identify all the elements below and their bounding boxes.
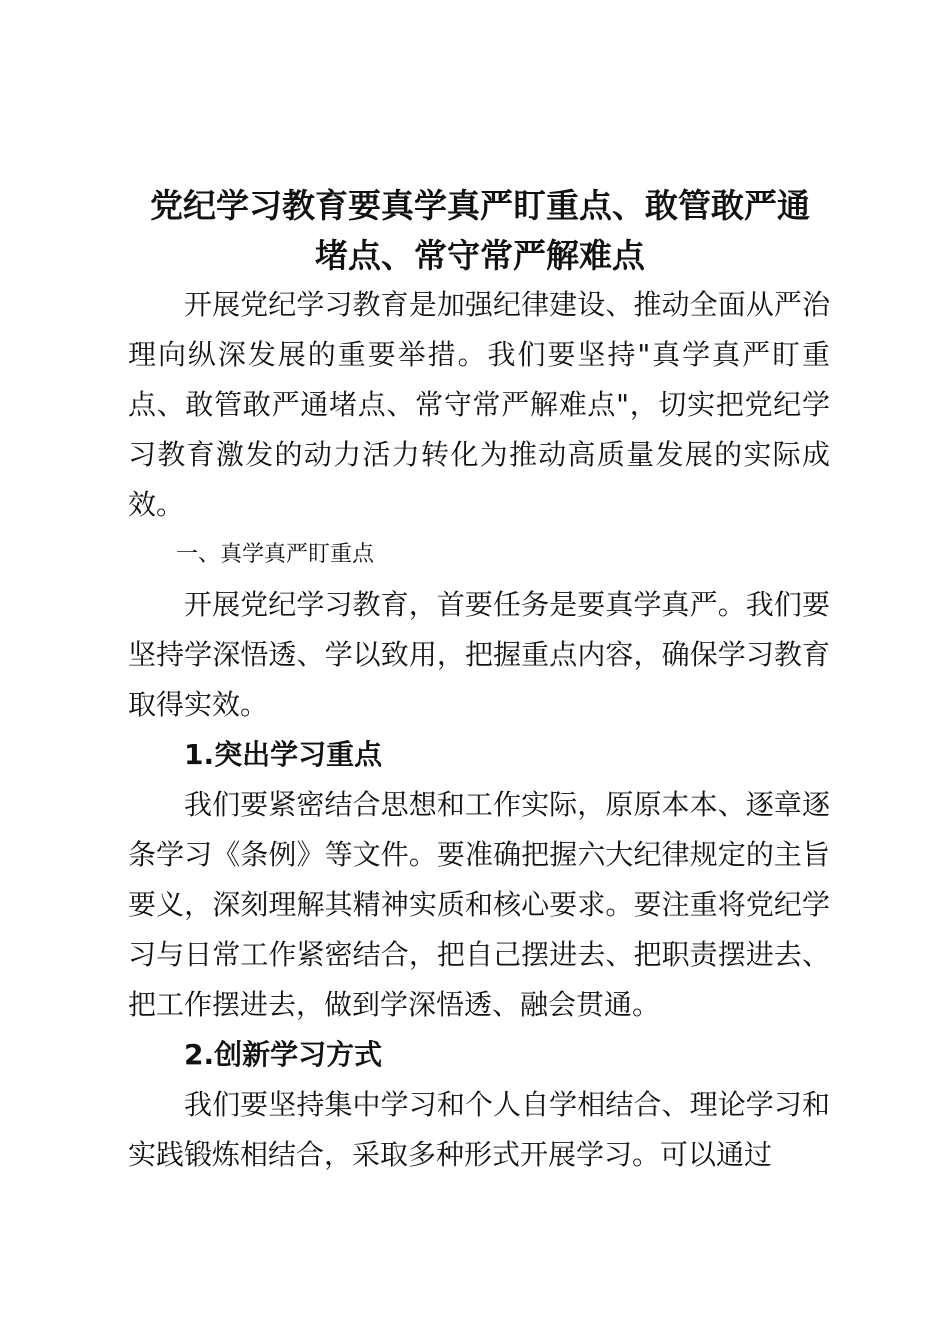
section-1-heading: 一、真学真严盯重点 (176, 542, 375, 567)
title-line-1: 党纪学习教育要真学真严盯重点、敢管敢严通 (150, 186, 810, 225)
document-body (128, 280, 830, 1180)
section-1-paragraph: 开展党纪学习教育，首要任务是要真学真严。我们要坚持学深悟透、学以致用，把握重点内容，确保学习教育取得实效。 (128, 588, 830, 721)
subsection-2-paragraph: 我们要坚持集中学习和个人自学相结合、理论学习和实践锻炼相结合，采取多种形式开展学习。可以通过 (128, 1088, 830, 1171)
title-line-2: 堵点、常守常严解难点 (315, 236, 645, 275)
subsection-1-paragraph: 我们要紧密结合思想和工作实际，原原本本、逐章逐条学习《条例》等文件。要准确把握六大纪律规定的主旨要义，深刻理解其精神实质和核心要求。要注重将党纪学习与日常工作紧密结合，把自己摆进去、把职责摆进去、把工作摆进去，做到学深悟透、融会贯通。 (128, 788, 830, 1021)
document-title (100, 181, 860, 281)
subsection-1-heading: 1.突出学习重点 (184, 738, 383, 771)
intro-paragraph: 开展党纪学习教育是加强纪律建设、推动全面从严治理向纵深发展的重要举措。我们要坚持"真学真严盯重点、敢管敢严通堵点、常守常严解难点"，切实把党纪学习教育激发的动力活力转化为推动高质量发展的实际成效。 (128, 288, 830, 521)
subsection-2-heading: 2.创新学习方式 (184, 1038, 383, 1071)
